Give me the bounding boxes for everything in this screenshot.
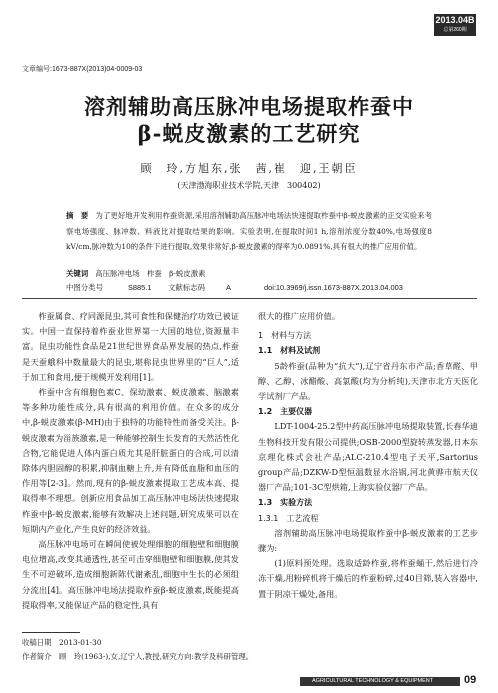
affiliation: (天津渤海职业技术学院,天津 300402)	[177, 181, 321, 190]
right-column	[258, 309, 478, 602]
issue-tab	[434, 14, 476, 36]
keywords	[66, 268, 432, 279]
subsubsection-heading: 1.3.1 工艺流程	[258, 513, 319, 523]
paragraph: 柞蚕中含有细胞色素C、保幼激素、蜕皮激素、脑激素等多种功能性成分,具有很高的利用价值。在众多的成分中,β-蜕皮激素(β-MH)由于独特的功能特性而备受关注。β-蜕皮激素为甾族激素,是一种能够控制生长发育的天然活性化合物,它能促进人体内蛋白质尤其是肝脏蛋白的合成,可以清除体内胆固醇的积累,抑制血糖上升,并有降低血脂和血压的作用等[2-3]。然而,现有的β-蜕皮激素提取工艺成本高、提取得率不理想。创新应用食品加工高压脉冲电场法快速提取柞蚕中β-蜕皮激素,能够有效解决上述问题,研究成果可以在短期内产业化,产生良好的经济效益。	[22, 387, 239, 534]
issue-sub: 总第260期	[443, 27, 467, 33]
issue-code: 2013.04B	[435, 15, 475, 25]
paragraph: 很大的推广应用价值。	[258, 311, 340, 321]
keywords-text: 高压脉冲电场 柞蚕 β-蜕皮激素	[95, 269, 206, 278]
divider	[22, 298, 477, 299]
paragraph: 柞蚕属食、疗同源昆虫,其可食性和保健治疗功效已被证实。中国一直保持着柞蚕业世界第一大国的地位,资源量丰富。昆虫功能性食品是21世纪世界食品界发展的热点,柞蚕是天蚕蛾科中数量最大的昆虫,堪称昆虫世界里的“巨人”,适于加工和食用,便于规模开发利用[1]。	[22, 311, 239, 382]
footnote-rule	[22, 632, 80, 633]
clc-label: 中图分类号	[66, 283, 103, 292]
subsection-heading: 1.2 主要仪器	[258, 407, 313, 417]
footer-journal: AGRICULTURAL TECHNOLOGY & EQUIPMENT	[312, 678, 434, 684]
title-line-1: 溶剂辅助高压脉冲电场提取柞蚕中	[84, 94, 414, 119]
left-column	[22, 309, 239, 613]
footnote-author: 作者简介 顾 玲(1963-),女,辽宁人,教授,研究方向:教学及科研管理。	[22, 652, 254, 661]
subsection-heading: 1.3 实验方法	[258, 498, 313, 508]
doi: doi:10.3969/j.issn.1673-887X.2013.04.003	[264, 283, 403, 292]
classification-line	[66, 282, 446, 293]
abstract-text: 为了更好地开发利用柞蚕资源,采用溶剂辅助高压脉冲电场法快速提取柞蚕中β-蜕皮激素的正交实验来考察电场强度、脉冲数、料液比对提取结果的影响。实验表明,在提取时间1 h,溶剂浓度分数40%,电场强度8 kV/cm,脉冲数为10的条件下进行提取,效果非常好,β-蜕皮激素的得率为0.0891%,具有很大的推广应用价值。	[66, 211, 432, 251]
paragraph: (1)原料预处理。选取适龄柞蚕,将柞蚕蛹干,然后进行冷冻干燥,用粉碎机将干燥后的柞蚕粉碎,过40目筛,装入容器中,置于阴凉干燥处,备用。	[258, 558, 478, 599]
footnote-received: 收稿日期 2013-01-30	[22, 638, 102, 647]
article-number: 文章编号:1673-887X(2013)04-0009-03	[22, 66, 143, 73]
clc-value: S885.1	[128, 283, 152, 292]
doc-code-value: A	[226, 283, 231, 292]
authors: 顾 玲,方旭东,张 茜,崔 迎,王朝臣	[140, 162, 358, 175]
doc-code-label: 文献标志码	[168, 283, 205, 292]
paragraph: LDT-1004-25.2型中药高压脉冲电场提取装置,长春华迪生物科技开发有限公司提供;OSB-2000型旋转蒸发器,日本东京理化株式会社产品;ALC-210.4型电子天平,Sartorius group产品;DZKW-D型恒温数显水浴锅,河北黄骅市航天仪器厂产品;101-3C型烘箱,上海实验仪器厂产品。	[258, 421, 478, 493]
paragraph: 溶剂辅助高压脉冲电场提取柞蚕中β-蜕皮激素的工艺步骤为:	[258, 527, 478, 554]
paragraph: 高压脉冲电场可在瞬间使被处理细胞的细胞壁和细胞膜电位增高,改变其通透性,甚至可击穿细胞壁和细胞膜,使其发生不可逆破坏,造成细胞新陈代谢紊乱,细胞中生长的必须组分流出[4]。高压脉冲电场法提取柞蚕β-蜕皮激素,既能提高提取得率,又能保证产品的稳定性,具有	[22, 539, 239, 610]
page-number: 09	[464, 674, 477, 686]
subsection-heading: 1.1 材料及试剂	[258, 346, 321, 356]
abstract	[66, 208, 432, 255]
keywords-label: 关键词	[66, 269, 89, 278]
abstract-label: 摘 要	[66, 211, 89, 220]
paragraph: 5龄柞蚕(品种为“抗大”),辽宁省丹东市产品;香草醛、甲醇、乙醇、冰醋酸、高氯酸(均为分析纯),天津市北方天医化学试剂厂产品。	[258, 360, 478, 402]
title-line-2: β-蜕皮激素的工艺研究	[137, 121, 361, 146]
section-heading: 1 材料与方法	[258, 331, 312, 341]
